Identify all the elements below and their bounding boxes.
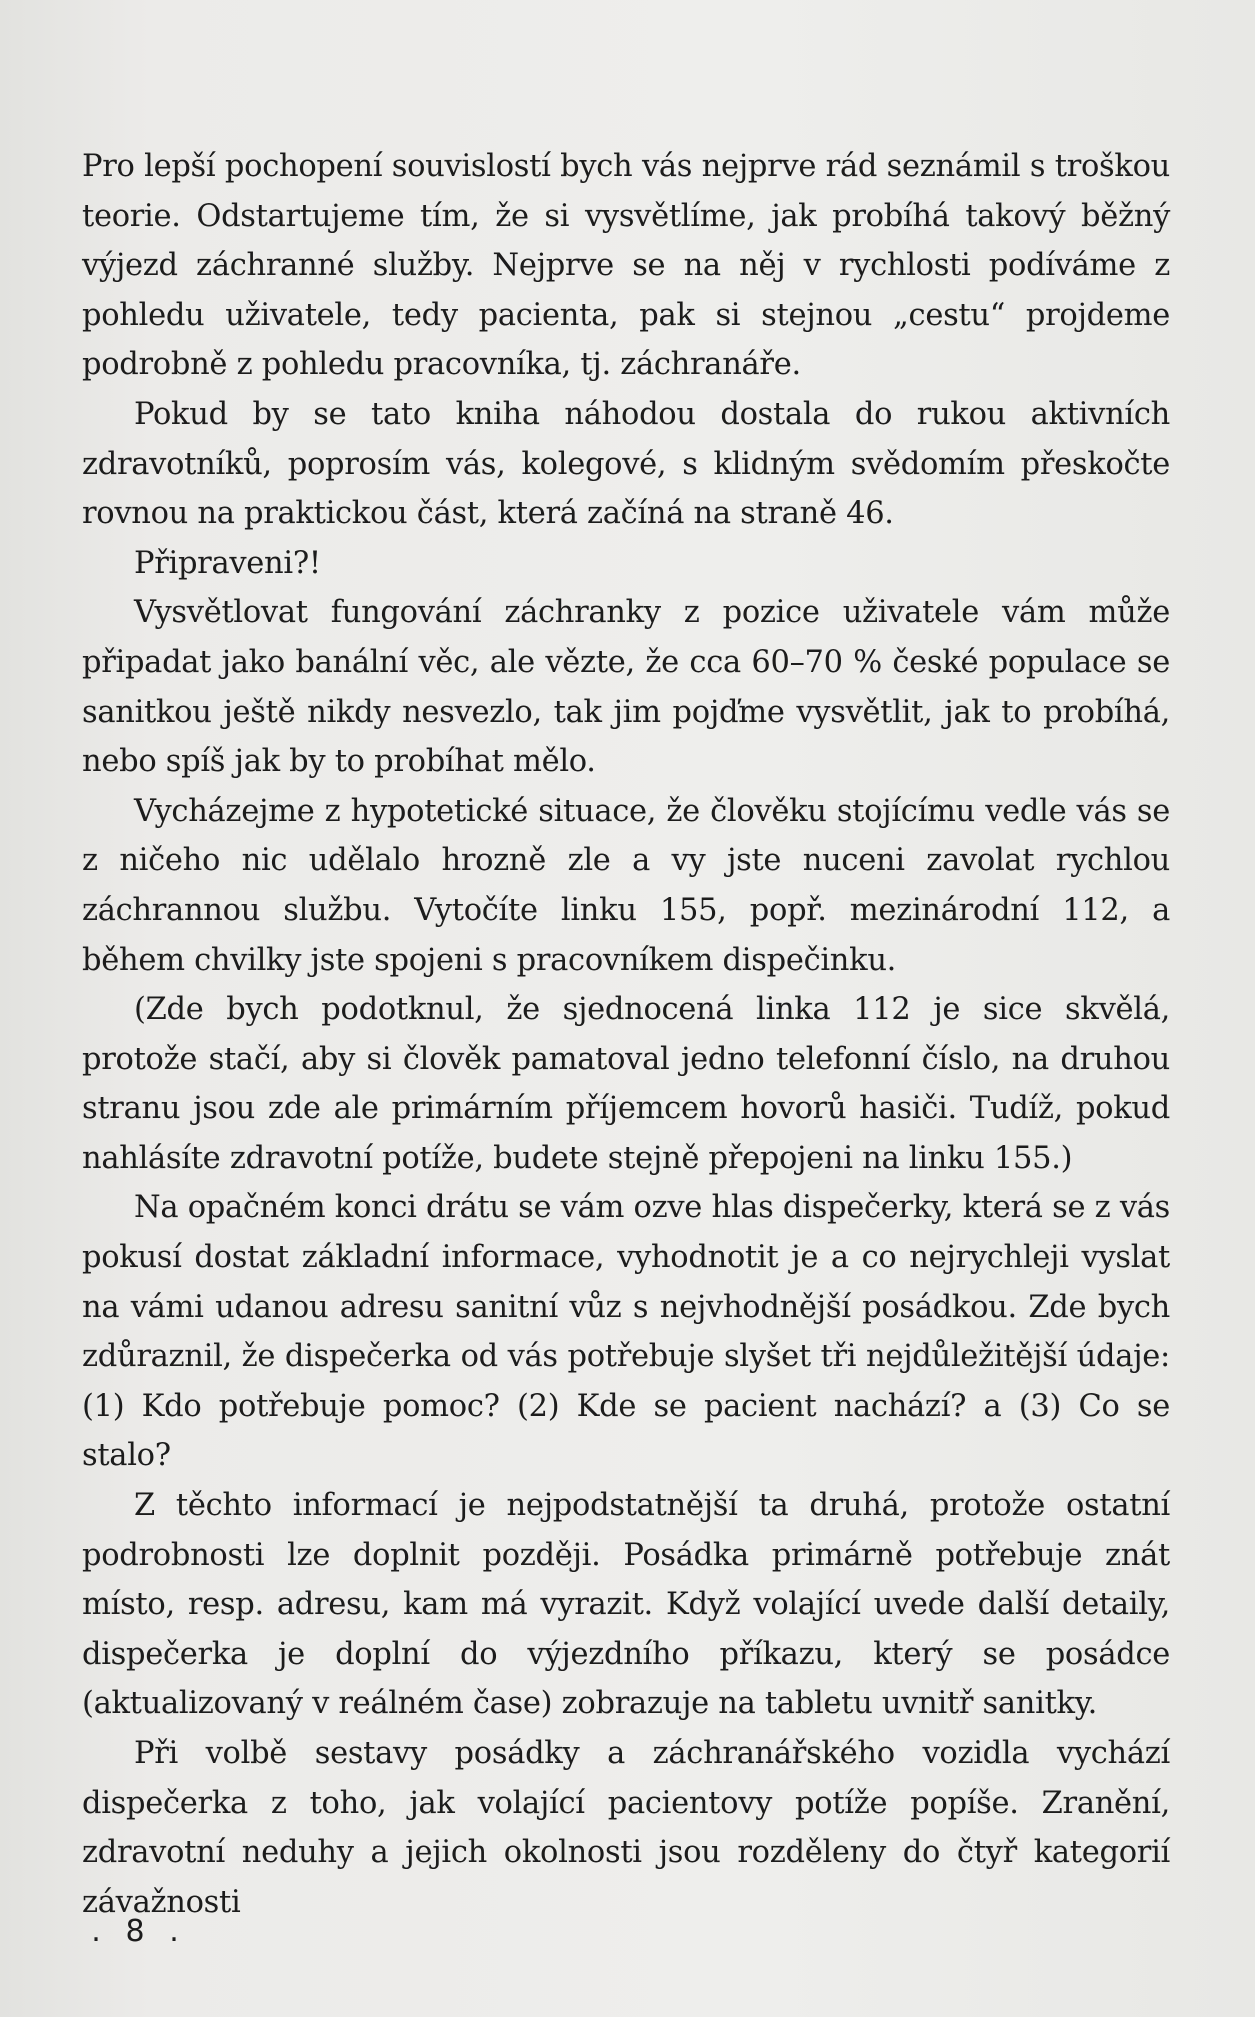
- paragraph: Připraveni?!: [134, 545, 321, 581]
- paragraph: Pokud by se tato kniha náhodou dostala do rukou aktivních zdravotníků, poprosím vás, kolegové, s klidným svědomím přeskočte rovnou na praktickou část, která začíná na straně 46.: [82, 396, 1170, 532]
- body-text: [82, 142, 1170, 1927]
- page-number-dot-right: .: [169, 1914, 181, 1949]
- paragraph: Vycházejme z hypotetické situace, že člověku stojícímu vedle vás se z ničeho nic udělalo hrozně zle a vy jste nuceni zavolat rychlou záchrannou službu. Vytočíte linku 155, popř. mezinárodní 112, a během chvilky jste spojeni s pracovníkem dispečinku.: [82, 793, 1170, 978]
- page-number: [82, 1914, 190, 1949]
- paragraph: Z těchto informací je nejpodstatnější ta druhá, protože ostatní podrobnosti lze doplnit později. Posádka primárně potřebuje znát místo, resp. adresu, kam má vyrazit. Když volající uvede další detaily, dispečerka je doplní do výjezdního příkazu, který se posádce (aktualizovaný v reálném čase) zobrazuje na tabletu uvnitř sanitky.: [82, 1488, 1170, 1722]
- paragraph: Vysvětlovat fungování záchranky z pozice uživatele vám může připadat jako banální věc, ale vězte, že cca 60–70 % české populace se sanitkou ještě nikdy nesvezlo, tak jim pojďme vysvětlit, jak to probíhá, nebo spíš jak by to probíhat mělo.: [82, 595, 1170, 780]
- paragraph: Pro lepší pochopení souvislostí bych vás nejprve rád seznámil s troškou teorie. Odstartujeme tím, že si vysvětlíme, jak probíhá takový běžný výjezd záchranné služby. Nejprve se na něj v rychlosti podíváme z pohledu uživatele, tedy pacienta, pak si stejnou „cestu“ projdeme podrobně z pohledu pracovníka, tj. záchranáře.: [82, 149, 1170, 383]
- paragraph: Při volbě sestavy posádky a záchranářského vozidla vychází dispečerka z toho, jak volající pacientovy potíže popíše. Zranění, zdravotní neduhy a jejich okolnosti jsou rozděleny do čtyř kategorií závažnosti: [82, 1736, 1170, 1920]
- page-number-value: 8: [125, 1914, 147, 1949]
- page-number-dot-left: .: [91, 1914, 103, 1949]
- paragraph: (Zde bych podotknul, že sjednocená linka 112 je sice skvělá, protože stačí, aby si člověk pamatoval jedno telefonní číslo, na druhou stranu jsou zde ale primárním příjemcem hovorů hasiči. Tudíž, pokud nahlásíte zdravotní potíže, budete stejně přepojeni na linku 155.): [82, 992, 1170, 1176]
- paragraph: Na opačném konci drátu se vám ozve hlas dispečerky, která se z vás pokusí dostat základní informace, vyhodnotit je a co nejrychleji vyslat na vámi udanou adresu sanitní vůz s nejvhodnější posádkou. Zde bych zdůraznil, že dispečerka od vás potřebuje slyšet tři nejdůležitější údaje: (1) Kdo potřebuje pomoc? (2) Kde se pacient nachází? a (3) Co se stalo?: [82, 1190, 1170, 1474]
